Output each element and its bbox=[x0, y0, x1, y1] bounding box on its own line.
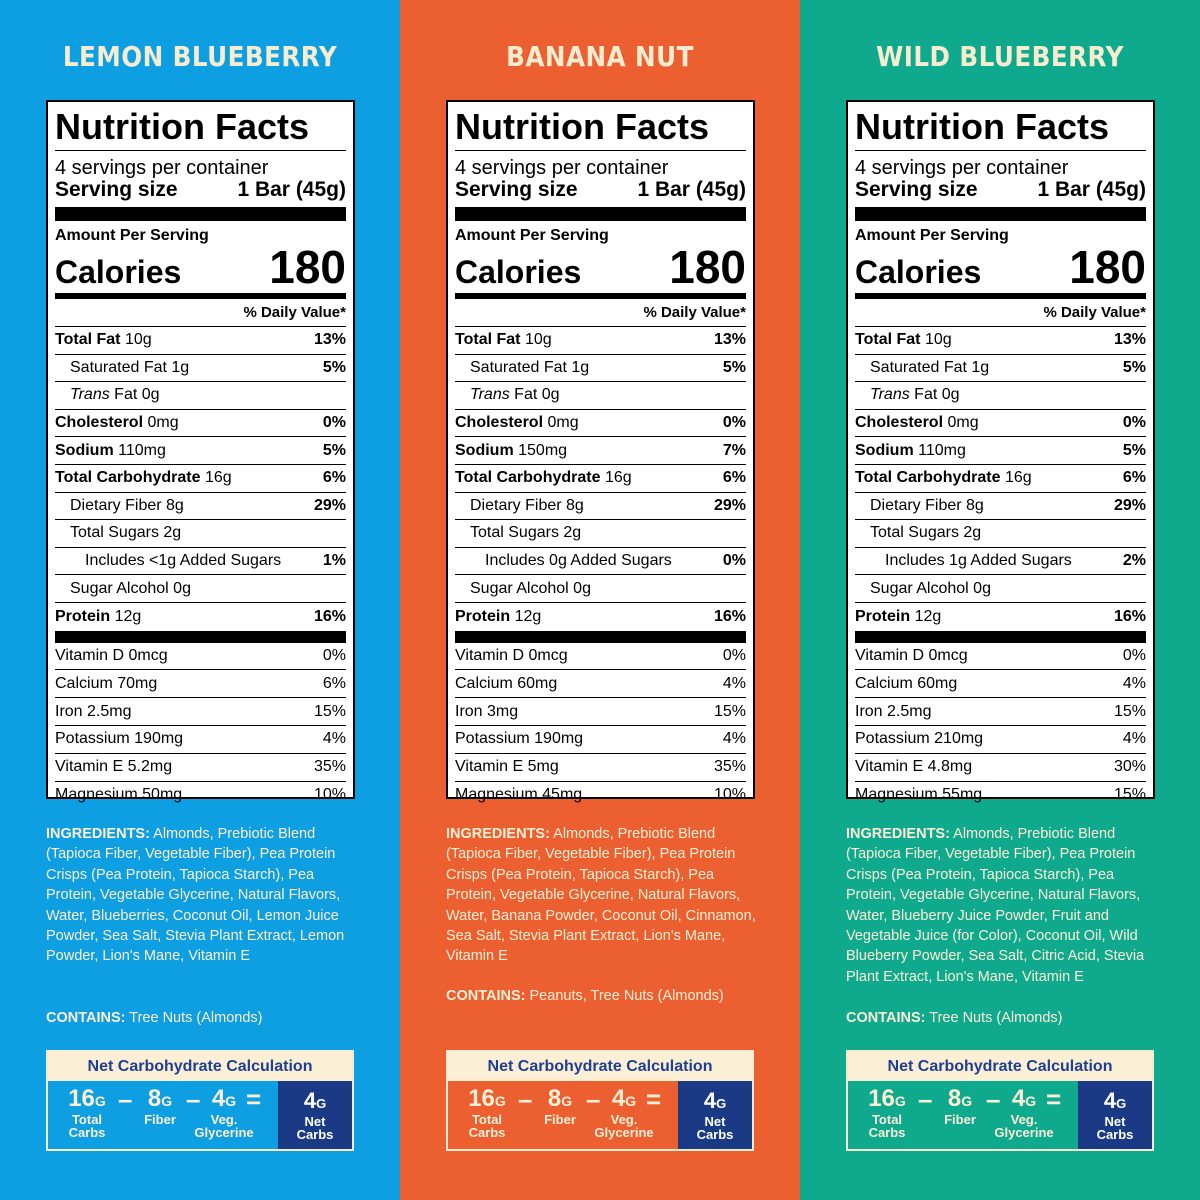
amount-per-serving: Amount Per Serving bbox=[455, 227, 609, 244]
nutrient-row-dietary-fiber: Dietary Fiber 8g 29% bbox=[455, 493, 746, 521]
ingredients-label: INGREDIENTS: bbox=[446, 826, 550, 842]
equals-sign: = bbox=[246, 1084, 262, 1114]
calories-label: Calories bbox=[55, 254, 182, 290]
calories-value: 180 bbox=[269, 241, 346, 293]
serving-size-row bbox=[855, 179, 1146, 201]
ingredients-text bbox=[846, 824, 1166, 987]
vitamin-row-iron: Iron 2.5mg 15% bbox=[855, 698, 1146, 726]
panel-lemon-blueberry bbox=[0, 0, 400, 1200]
contains-list: Peanuts, Tree Nuts (Almonds) bbox=[529, 988, 724, 1004]
calc-fiber: 8G Fiber bbox=[544, 1085, 576, 1127]
divider-thick bbox=[55, 631, 346, 643]
calc-fiber: 8G Fiber bbox=[944, 1085, 976, 1127]
serving-size-label: Serving size bbox=[455, 178, 578, 201]
calc-total-carbs: 16G Total Carbs bbox=[68, 1085, 106, 1140]
nutrient-row-sugar-alcohol: Sugar Alcohol 0g bbox=[855, 575, 1146, 603]
amount-per-serving: Amount Per Serving bbox=[855, 227, 1009, 244]
allergen-contains bbox=[446, 986, 766, 1006]
nutrient-row-sugar-alcohol: Sugar Alcohol 0g bbox=[55, 575, 346, 603]
nutrient-row-total-carbohydrate: Total Carbohydrate 16g 6% bbox=[455, 465, 746, 493]
nutrient-row-sodium: Sodium 150mg 7% bbox=[455, 437, 746, 465]
minus-sign: – bbox=[186, 1084, 201, 1114]
nutrient-row-saturated-fat: Saturated Fat 1g 5% bbox=[855, 355, 1146, 383]
nutrient-row-total-sugars: Total Sugars 2g bbox=[855, 520, 1146, 548]
flavor-title: LEMON BLUEBERRY bbox=[62, 40, 338, 73]
allergen-contains bbox=[846, 1008, 1166, 1028]
nutrient-row-added-sugars: Includes 1g Added Sugars 2% bbox=[855, 548, 1146, 576]
nutrition-facts-title: Nutrition Facts bbox=[455, 106, 710, 147]
nutrient-row-cholesterol: Cholesterol 0mg 0% bbox=[55, 410, 346, 438]
serving-size-label: Serving size bbox=[855, 178, 978, 201]
vitamin-row-calcium: Calcium 60mg 4% bbox=[455, 670, 746, 698]
nutrient-row-protein: Protein 12g 16% bbox=[55, 607, 346, 625]
nutrient-row-protein: Protein 12g 16% bbox=[855, 607, 1146, 625]
calc-total-carbs: 16G Total Carbs bbox=[868, 1085, 906, 1140]
calories-row bbox=[55, 241, 346, 293]
equals-sign: = bbox=[1046, 1084, 1062, 1114]
nutrient-row-total-sugars: Total Sugars 2g bbox=[455, 520, 746, 548]
servings-per-container: 4 servings per container bbox=[855, 157, 1069, 179]
net-carb-title: Net Carbohydrate Calculation bbox=[48, 1052, 352, 1081]
calories-value: 180 bbox=[1069, 241, 1146, 293]
serving-size-row bbox=[455, 179, 746, 201]
calc-fiber: 8G Fiber bbox=[144, 1085, 176, 1127]
contains-list: Tree Nuts (Almonds) bbox=[129, 1010, 263, 1026]
net-carb-calculation bbox=[46, 1050, 354, 1151]
vitamin-row-iron: Iron 3mg 15% bbox=[455, 698, 746, 726]
ingredients-label: INGREDIENTS: bbox=[846, 826, 950, 842]
calc-net-carbs: 4G Net Carbs bbox=[678, 1081, 752, 1149]
serving-size-value: 1 Bar (45g) bbox=[237, 178, 346, 201]
allergen-contains bbox=[46, 1008, 366, 1028]
nutrient-row-total-fat: Total Fat 10g 13% bbox=[855, 327, 1146, 355]
net-carb-title: Net Carbohydrate Calculation bbox=[448, 1052, 752, 1081]
nutrition-facts-label bbox=[46, 100, 355, 804]
nutrition-facts-label bbox=[446, 100, 755, 804]
nutrient-row-trans-fat: Trans Fat 0g bbox=[455, 382, 746, 410]
contains-label: CONTAINS: bbox=[846, 1010, 926, 1026]
calc-glycerine: 4G Veg. Glycerine bbox=[194, 1085, 254, 1140]
vitamin-row-vitamin-e: Vitamin E 5.2mg 35% bbox=[55, 754, 346, 782]
amount-per-serving: Amount Per Serving bbox=[55, 227, 209, 244]
vitamin-row-magnesium: Magnesium 50mg 10% bbox=[55, 786, 346, 804]
nutrient-row-added-sugars: Includes 0g Added Sugars 0% bbox=[455, 548, 746, 576]
minus-sign: – bbox=[118, 1084, 133, 1114]
serving-size-value: 1 Bar (45g) bbox=[1037, 178, 1146, 201]
flavor-title: WILD BLUEBERRY bbox=[876, 40, 1124, 73]
calc-glycerine: 4G Veg. Glycerine bbox=[594, 1085, 654, 1140]
vitamin-row-magnesium: Magnesium 45mg 10% bbox=[455, 786, 746, 804]
vitamin-row-calcium: Calcium 60mg 4% bbox=[855, 670, 1146, 698]
vitamin-row-magnesium: Magnesium 55mg 15% bbox=[855, 786, 1146, 804]
divider-thick bbox=[455, 631, 746, 643]
minus-sign: – bbox=[986, 1084, 1001, 1114]
vitamin-row-vitamin-e: Vitamin E 4.8mg 30% bbox=[855, 754, 1146, 782]
divider-thick bbox=[855, 207, 1146, 221]
vitamin-row-calcium: Calcium 70mg 6% bbox=[55, 670, 346, 698]
servings-per-container: 4 servings per container bbox=[455, 157, 669, 179]
servings-per-container: 4 servings per container bbox=[55, 157, 269, 179]
nutrient-row-total-fat: Total Fat 10g 13% bbox=[55, 327, 346, 355]
ingredients-list: Almonds, Prebiotic Blend (Tapioca Fiber, Vegetable Fiber), Pea Protein Crisps (Pea Protein, Tapioca Starch), Pea Protein, Vegetable Glycerine, Natural Flavors, Water, Blueberries, Coconut Oil, Lemon Juice Powder, Sea Salt, Stevia Plant Extract, Lemon Powder, Lion's Mane, Vitamin E bbox=[46, 826, 345, 965]
serving-size-label: Serving size bbox=[55, 178, 178, 201]
nutrient-row-cholesterol: Cholesterol 0mg 0% bbox=[855, 410, 1146, 438]
ingredients-label: INGREDIENTS: bbox=[46, 826, 150, 842]
nutrient-row-total-fat: Total Fat 10g 13% bbox=[455, 327, 746, 355]
equals-sign: = bbox=[646, 1084, 662, 1114]
calories-row bbox=[455, 241, 746, 293]
nutrient-row-sodium: Sodium 110mg 5% bbox=[55, 437, 346, 465]
calories-row bbox=[855, 241, 1146, 293]
net-carb-calculation bbox=[846, 1050, 1154, 1151]
nutrient-row-trans-fat: Trans Fat 0g bbox=[55, 382, 346, 410]
vitamin-row-vitamin-d: Vitamin D 0mcg 0% bbox=[855, 643, 1146, 671]
ingredients-text bbox=[46, 824, 366, 967]
calc-total-carbs: 16G Total Carbs bbox=[468, 1085, 506, 1140]
nutrient-row-dietary-fiber: Dietary Fiber 8g 29% bbox=[55, 493, 346, 521]
nutrient-row-added-sugars: Includes <1g Added Sugars 1% bbox=[55, 548, 346, 576]
calories-label: Calories bbox=[455, 254, 582, 290]
nutrient-row-total-sugars: Total Sugars 2g bbox=[55, 520, 346, 548]
net-carb-calculation bbox=[446, 1050, 754, 1151]
nutrition-facts-label bbox=[846, 100, 1155, 804]
vitamin-row-vitamin-d: Vitamin D 0mcg 0% bbox=[55, 643, 346, 671]
calories-value: 180 bbox=[669, 241, 746, 293]
minus-sign: – bbox=[586, 1084, 601, 1114]
vitamin-row-vitamin-e: Vitamin E 5mg 35% bbox=[455, 754, 746, 782]
contains-label: CONTAINS: bbox=[446, 988, 526, 1004]
nutrient-row-sugar-alcohol: Sugar Alcohol 0g bbox=[455, 575, 746, 603]
minus-sign: – bbox=[918, 1084, 933, 1114]
vitamin-row-potassium: Potassium 210mg 4% bbox=[855, 726, 1146, 754]
contains-label: CONTAINS: bbox=[46, 1010, 126, 1026]
divider-thick bbox=[855, 631, 1146, 643]
daily-value-header: % Daily Value* bbox=[455, 299, 746, 327]
vitamin-row-iron: Iron 2.5mg 15% bbox=[55, 698, 346, 726]
nutrition-facts-title: Nutrition Facts bbox=[855, 106, 1110, 147]
calc-net-carbs: 4G Net Carbs bbox=[278, 1081, 352, 1149]
nutrient-row-trans-fat: Trans Fat 0g bbox=[855, 382, 1146, 410]
ingredients-list: Almonds, Prebiotic Blend (Tapioca Fiber, Vegetable Fiber), Pea Protein Crisps (Pea Protein, Tapioca Starch), Pea Protein, Vegetable Glycerine, Natural Flavors, Water, Blueberry Juice Powder, Fruit and Vegetable Juice (for Color), Coconut Oil, Wild Blueberry Powder, Sea Salt, Citric Acid, Stevia Plant Extract, Lion's Mane, Vitamin E bbox=[846, 826, 1145, 985]
ingredients-text bbox=[446, 824, 766, 967]
daily-value-header: % Daily Value* bbox=[855, 299, 1146, 327]
nutrient-row-sodium: Sodium 110mg 5% bbox=[855, 437, 1146, 465]
divider-thick bbox=[455, 207, 746, 221]
calc-glycerine: 4G Veg. Glycerine bbox=[994, 1085, 1054, 1140]
divider-thick bbox=[55, 207, 346, 221]
contains-list: Tree Nuts (Almonds) bbox=[929, 1010, 1063, 1026]
nutrient-row-total-carbohydrate: Total Carbohydrate 16g 6% bbox=[55, 465, 346, 493]
vitamin-row-potassium: Potassium 190mg 4% bbox=[455, 726, 746, 754]
daily-value-header: % Daily Value* bbox=[55, 299, 346, 327]
nutrient-row-saturated-fat: Saturated Fat 1g 5% bbox=[55, 355, 346, 383]
minus-sign: – bbox=[518, 1084, 533, 1114]
calc-net-carbs: 4G Net Carbs bbox=[1078, 1081, 1152, 1149]
ingredients-list: Almonds, Prebiotic Blend (Tapioca Fiber, Vegetable Fiber), Pea Protein Crisps (Pea Protein, Tapioca Starch), Pea Protein, Vegetable Glycerine, Natural Flavors, Water, Banana Powder, Coconut Oil, Cinnamon, Sea Salt, Stevia Plant Extract, Lion's Mane, Vitamin E bbox=[446, 826, 756, 965]
serving-size-value: 1 Bar (45g) bbox=[637, 178, 746, 201]
vitamin-row-vitamin-d: Vitamin D 0mcg 0% bbox=[455, 643, 746, 671]
serving-size-row bbox=[55, 179, 346, 201]
flavor-title: BANANA NUT bbox=[506, 40, 694, 73]
nutrient-row-total-carbohydrate: Total Carbohydrate 16g 6% bbox=[855, 465, 1146, 493]
panel-wild-blueberry bbox=[800, 0, 1200, 1200]
nutrient-row-dietary-fiber: Dietary Fiber 8g 29% bbox=[855, 493, 1146, 521]
calories-label: Calories bbox=[855, 254, 982, 290]
net-carb-title: Net Carbohydrate Calculation bbox=[848, 1052, 1152, 1081]
panel-banana-nut bbox=[400, 0, 800, 1200]
nutrient-row-protein: Protein 12g 16% bbox=[455, 607, 746, 625]
nutrient-row-cholesterol: Cholesterol 0mg 0% bbox=[455, 410, 746, 438]
nutrient-row-saturated-fat: Saturated Fat 1g 5% bbox=[455, 355, 746, 383]
nutrition-facts-title: Nutrition Facts bbox=[55, 106, 310, 147]
vitamin-row-potassium: Potassium 190mg 4% bbox=[55, 726, 346, 754]
